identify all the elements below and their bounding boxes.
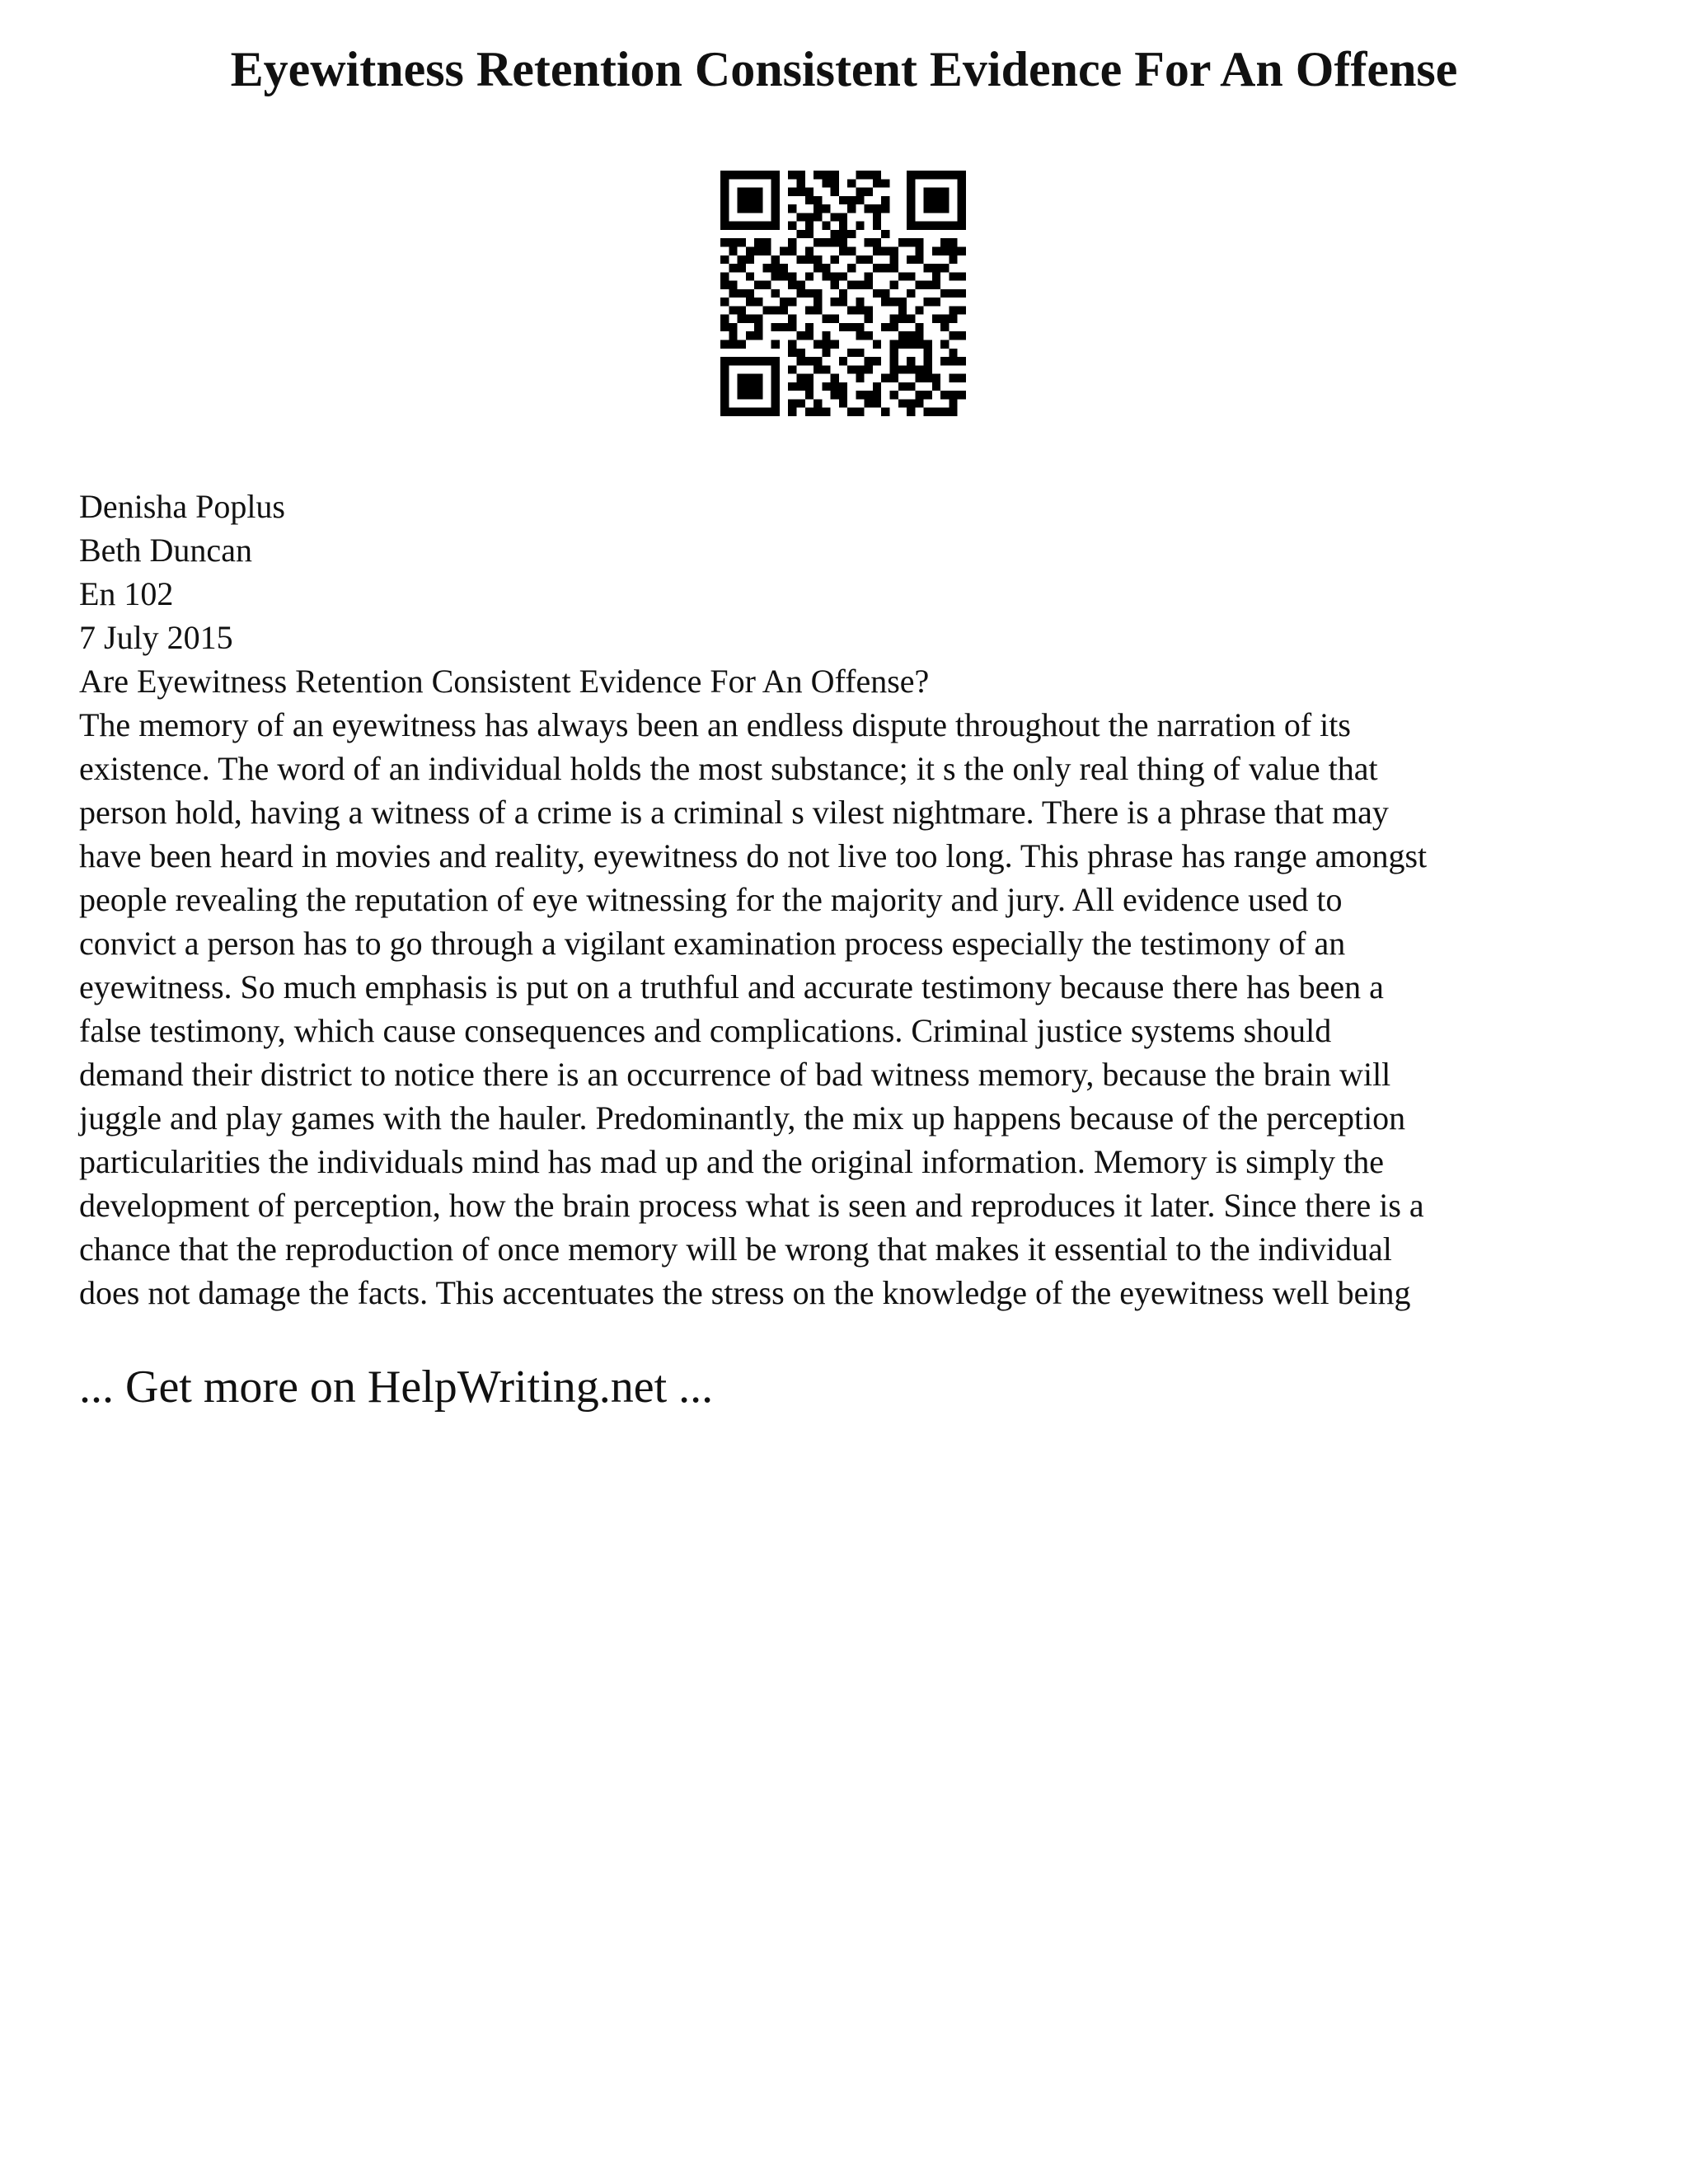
- body-line: juggle and play games with the hauler. Predominantly, the mix up happens because of the perception: [79, 1099, 1406, 1137]
- instructor-name: Beth Duncan: [79, 532, 252, 569]
- body-line: particularities the individuals mind has mad up and the original information. Memory is simply the: [79, 1143, 1385, 1180]
- body-line: development of perception, how the brain process what is seen and reproduces it later. Since there is a: [79, 1187, 1424, 1224]
- body-line: does not damage the facts. This accentuates the stress on the knowledge of the eyewitness well being: [79, 1274, 1411, 1311]
- body-line: eyewitness. So much emphasis is put on a truthful and accurate testimony because there has been a: [79, 968, 1384, 1005]
- essay-question: Are Eyewitness Retention Consistent Evidence For An Offense?: [79, 663, 930, 700]
- document-title: Eyewitness Retention Consistent Evidence For An Offense: [230, 42, 1458, 96]
- document-date: 7 July 2015: [79, 619, 233, 656]
- get-more-link[interactable]: ... Get more on HelpWriting.net ...: [79, 1361, 714, 1413]
- body-line: false testimony, which cause consequences and complications. Criminal justice systems should: [79, 1012, 1332, 1049]
- body-line: The memory of an eyewitness has always been an endless dispute throughout the narration of its: [79, 706, 1351, 743]
- body-line: people revealing the reputation of eye witnessing for the majority and jury. All evidence used to: [79, 881, 1343, 918]
- body-line: demand their district to notice there is an occurrence of bad witness memory, because the brain will: [79, 1056, 1391, 1093]
- document-content: [79, 485, 1629, 1315]
- body-line: have been heard in movies and reality, eyewitness do not live too long. This phrase has range amongst: [79, 837, 1428, 874]
- body-line: existence. The word of an individual holds the most substance; it s the only real thing of value that: [79, 750, 1378, 787]
- qr-code-graphic: [720, 171, 966, 416]
- essay-body: [79, 703, 1629, 1315]
- course-code: En 102: [79, 575, 174, 612]
- body-line: person hold, having a witness of a crime is a criminal s vilest nightmare. There is a phrase that may: [79, 794, 1389, 831]
- body-line: chance that the reproduction of once memory will be wrong that makes it essential to the individual: [79, 1230, 1392, 1268]
- author-name: Denisha Poplus: [79, 488, 285, 525]
- body-line: convict a person has to go through a vigilant examination process especially the testimony of an: [79, 925, 1346, 962]
- qr-code-icon: [720, 171, 966, 416]
